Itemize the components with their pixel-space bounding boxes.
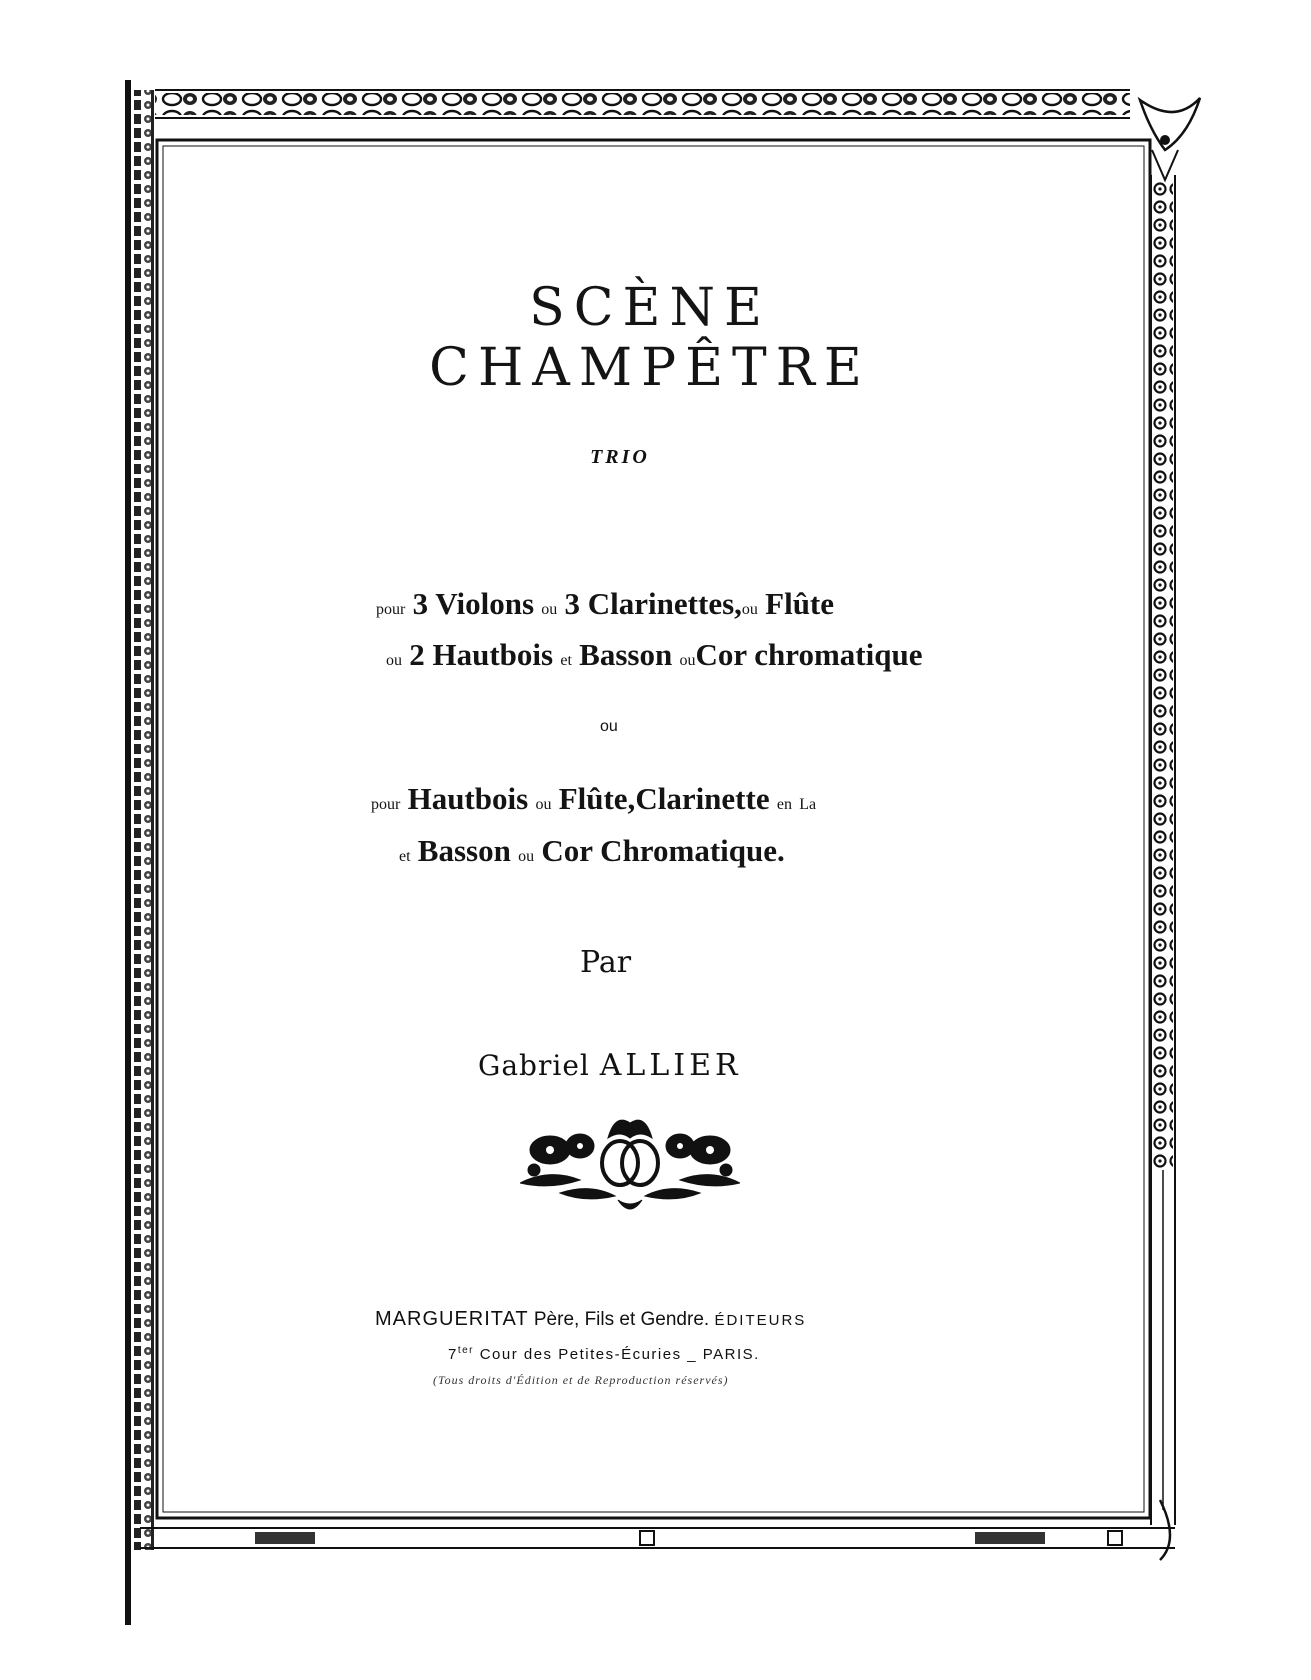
- composer-name: [478, 1048, 742, 1083]
- instrument-basson: Basson: [417, 833, 511, 868]
- word-et: et: [560, 652, 572, 669]
- rights-notice: (Tous droits d'Édition et de Reproduction réservés): [433, 1373, 729, 1387]
- floral-vignette: [520, 1108, 740, 1218]
- instrumentation-line-3: [371, 781, 816, 817]
- instrument-flute: Flûte: [765, 586, 835, 621]
- instrument-cor-chromatique: Cor Chromatique.: [541, 833, 785, 868]
- instrument-clarinettes: 3 Clarinettes,: [564, 586, 742, 621]
- instrument-basson: Basson: [579, 637, 673, 672]
- by-label: Par: [580, 945, 632, 980]
- publisher: [375, 1308, 806, 1331]
- key-la: La: [799, 796, 817, 813]
- word-pour: pour: [376, 601, 406, 618]
- word-ou: ou: [535, 796, 552, 813]
- separator-ou: ou: [600, 718, 618, 735]
- instrument-clarinette: Clarinette: [635, 781, 770, 816]
- instrument-cor-chromatique: Cor chromatique: [695, 637, 923, 672]
- publisher-name: MARGUERITAT: [375, 1308, 529, 1330]
- instrument-violons: 3 Violons: [412, 586, 535, 621]
- word-ou: ou: [741, 601, 758, 618]
- word-ou: ou: [386, 652, 402, 669]
- composer-first-name: Gabriel: [478, 1049, 590, 1082]
- address-street: Cour des Petites-Écuries _ PARIS.: [479, 1346, 760, 1363]
- word-ou: ou: [541, 601, 558, 618]
- instrumentation-line-2: [386, 637, 923, 673]
- instrument-hautbois: 2 Hautbois: [409, 637, 554, 672]
- publisher-family: Père, Fils et Gendre.: [533, 1309, 710, 1330]
- subtitle: TRIO: [590, 446, 650, 468]
- word-et: et: [399, 848, 411, 865]
- instrument-hautbois: Hautbois: [407, 781, 529, 816]
- page-title: SCÈNE CHAMPÊTRE: [429, 278, 871, 398]
- instrumentation-line-4: [399, 833, 785, 869]
- word-en: en: [776, 796, 792, 813]
- word-ou: ou: [679, 652, 696, 669]
- composer-last-name: ALLIER: [599, 1048, 742, 1083]
- address-number-suffix: ter: [457, 1345, 475, 1356]
- publisher-address: [448, 1345, 760, 1363]
- word-ou: ou: [518, 848, 535, 865]
- publisher-editeurs: ÉDITEURS: [714, 1312, 807, 1329]
- address-number: 7: [448, 1346, 458, 1363]
- word-pour: pour: [371, 796, 401, 813]
- instrumentation-line-1: [376, 586, 834, 622]
- instrument-flute: Flûte,: [558, 781, 636, 816]
